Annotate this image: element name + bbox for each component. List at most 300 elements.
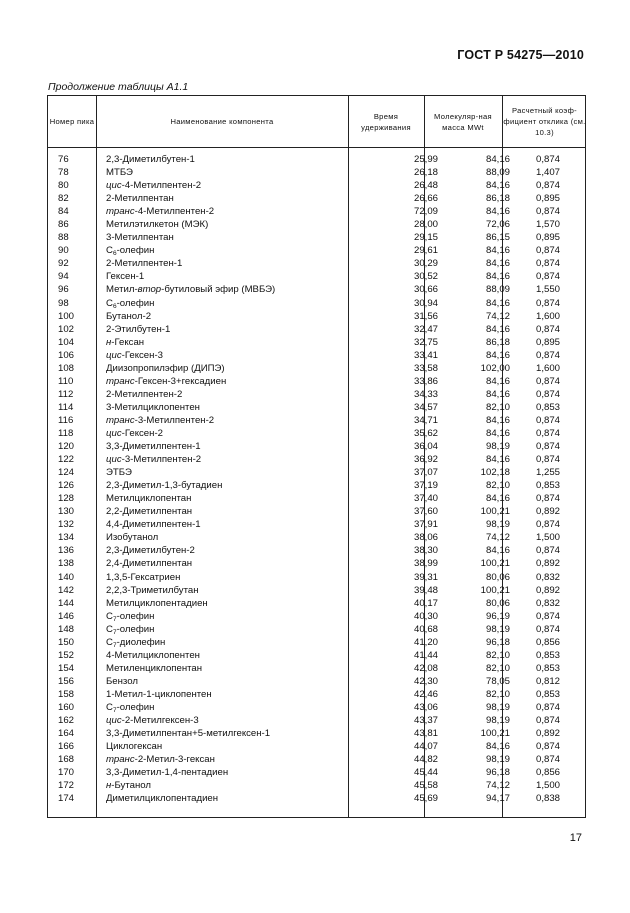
cell-num: 120 [58, 441, 75, 453]
cell-name: цис-4-Метилпентен-2 [106, 180, 202, 192]
cell-time: 37,60 [413, 506, 438, 518]
cell-time: 30,29 [413, 258, 438, 270]
table-row [48, 179, 585, 192]
cell-num: 116 [58, 414, 74, 426]
cell-time: 43,06 [413, 701, 438, 713]
cell-coef: 0,892 [535, 728, 560, 740]
cell-coef: 0,895 [535, 193, 560, 205]
cell-mass: 84,16 [485, 493, 510, 505]
cell-mass: 86,18 [485, 336, 510, 348]
cell-coef: 0,853 [535, 480, 560, 492]
table-row [48, 584, 585, 597]
cell-num: 148 [58, 623, 75, 635]
cell-mass: 74,12 [485, 780, 510, 792]
cell-mass: 84,16 [485, 388, 510, 400]
cell-coef: 1,407 [535, 167, 560, 179]
cell-coef: 0,874 [535, 701, 560, 713]
table-row [48, 388, 585, 401]
table-row [48, 453, 585, 466]
cell-num: 108 [58, 362, 75, 374]
cell-time: 32,75 [413, 336, 438, 348]
cell-num: 112 [58, 388, 74, 400]
cell-name: $С_6$-олефин [106, 245, 155, 258]
cell-name: транс-2-Метил-3-гексан [106, 754, 215, 766]
cell-mass: 84,16 [485, 741, 510, 753]
cell-coef: 0,874 [535, 623, 560, 635]
cell-num: 168 [58, 754, 75, 766]
cell-time: 34,71 [413, 414, 438, 426]
cell-coef: 0,895 [535, 336, 560, 348]
cell-name: 2-Метилпентан [106, 193, 174, 205]
cell-time: 28,00 [413, 219, 438, 231]
cell-name: цис-Гексен-2 [106, 427, 163, 439]
cell-time: 29,61 [413, 245, 438, 257]
cell-mass: 98,19 [485, 441, 510, 453]
table-row [48, 270, 585, 283]
cell-time: 30,94 [413, 297, 438, 309]
cell-time: 44,07 [413, 741, 438, 753]
cell-num: 136 [58, 545, 75, 557]
cell-coef: 0,892 [535, 584, 560, 596]
table-row [48, 531, 585, 544]
cell-num: 92 [58, 258, 69, 270]
cell-mass: 94,17 [485, 793, 510, 805]
cell-name: $С_7$-олефин [106, 701, 155, 714]
table-row [48, 479, 585, 492]
cell-name: 2,3-Диметилбутен-1 [106, 154, 195, 165]
cell-coef: 0,874 [535, 715, 560, 727]
cell-num: 80 [58, 180, 69, 192]
table-row [48, 440, 585, 453]
cell-num: 158 [58, 688, 75, 700]
table-row [48, 675, 585, 688]
cell-coef: 0,874 [535, 427, 560, 439]
cell-coef: 0,874 [535, 454, 560, 466]
cell-coef: 0,874 [535, 754, 560, 766]
cell-name: 3,3-Диметилпентен-1 [106, 441, 201, 453]
cell-mass: 102,00 [480, 362, 510, 374]
cell-coef: 0,874 [535, 180, 560, 192]
cell-time: 34,33 [413, 388, 438, 400]
cell-name: Циклогексан [106, 741, 163, 753]
cell-coef: 1,500 [535, 780, 560, 792]
cell-name: Метилциклопентан [106, 493, 192, 505]
cell-mass: 86,18 [485, 193, 510, 205]
cell-name: транс-4-Метилпентен-2 [106, 206, 215, 218]
cell-mass: 80,06 [485, 597, 510, 609]
cell-time: 36,92 [413, 454, 438, 466]
cell-name: 2,3-Диметил-1,3-бутадиен [106, 480, 223, 492]
cell-name: цис-Гексен-3 [106, 349, 163, 361]
table-row [48, 166, 585, 179]
cell-name: Диметилциклопентадиен [106, 793, 219, 805]
cell-name: 2-Метилпентен-2 [106, 388, 183, 400]
cell-mass: 84,16 [485, 323, 510, 335]
cell-name: 3,3-Диметил-1,4-пентадиен [106, 767, 229, 779]
cell-name: Метил-втор-бутиловый эфир (МВБЭ) [106, 284, 276, 296]
cell-name: 4,4-Диметилпентен-1 [106, 519, 201, 531]
table-row [48, 597, 585, 610]
cell-name: 3-Метилциклопентен [106, 401, 200, 413]
table-row [48, 714, 585, 727]
cell-num: 84 [58, 206, 69, 218]
cell-mass: 100,21 [480, 506, 510, 518]
cell-num: 90 [58, 245, 69, 257]
cell-coef: 1,600 [535, 310, 560, 322]
column-header-coef: Расчетный коэф-фициент отклика (см. 10.3) [503, 106, 586, 137]
cell-name: 2,4-Диметилпентан [106, 558, 193, 570]
cell-num: 164 [58, 728, 75, 740]
cell-num: 110 [58, 375, 74, 387]
cell-coef: 0,812 [535, 675, 560, 687]
cell-mass: 74,12 [485, 310, 510, 322]
cell-mass: 96,18 [485, 636, 510, 648]
cell-time: 37,19 [413, 480, 438, 492]
cell-time: 45,69 [413, 793, 438, 805]
cell-mass: 88,09 [485, 284, 510, 296]
cell-coef: 0,874 [535, 271, 560, 283]
cell-num: 130 [58, 506, 75, 518]
cell-num: 128 [58, 493, 75, 505]
table-row [48, 518, 585, 531]
table-row [48, 466, 585, 479]
cell-num: 172 [58, 780, 75, 792]
cell-num: 104 [58, 336, 75, 348]
page-number: 17 [569, 832, 582, 844]
cell-name: Диизопропилэфир (ДИПЭ) [106, 362, 225, 374]
cell-mass: 86,15 [485, 232, 510, 244]
cell-num: 140 [58, 571, 75, 583]
table-row [48, 414, 585, 427]
cell-mass: 82,10 [485, 688, 510, 700]
column-header-name: Наименование компонента [170, 117, 274, 126]
cell-num: 114 [58, 401, 74, 413]
cell-coef: 0,838 [535, 793, 560, 805]
cell-time: 31,56 [413, 310, 438, 322]
cell-time: 35,62 [413, 427, 438, 439]
table-row [48, 427, 585, 440]
cell-num: 82 [58, 193, 69, 205]
cell-time: 34,57 [413, 401, 438, 413]
table-row [48, 505, 585, 518]
cell-coef: 0,874 [535, 610, 560, 622]
cell-time: 38,99 [413, 558, 438, 570]
cell-name: $С_7$-олефин [106, 610, 155, 623]
cell-time: 40,17 [413, 597, 438, 609]
cell-mass: 84,16 [485, 271, 510, 283]
cell-mass: 84,16 [485, 245, 510, 257]
cell-time: 40,68 [413, 623, 438, 635]
cell-mass: 82,10 [485, 649, 510, 661]
data-table [47, 95, 586, 818]
cell-num: 144 [58, 597, 75, 609]
table-row [48, 153, 585, 166]
cell-mass: 98,19 [485, 701, 510, 713]
document-code: ГОСТ Р 54275—2010 [457, 48, 584, 62]
cell-coef: 0,892 [535, 558, 560, 570]
cell-name: транс-Гексен-3+гексадиен [106, 375, 227, 387]
cell-time: 29,15 [413, 232, 438, 244]
cell-name: 2,3-Диметилбутен-2 [106, 545, 195, 557]
cell-time: 30,66 [413, 284, 438, 296]
cell-time: 39,48 [413, 584, 438, 596]
cell-coef: 0,856 [535, 767, 560, 779]
cell-num: 138 [58, 558, 75, 570]
cell-name: 1-Метил-1-циклопентен [106, 688, 212, 700]
table-row [48, 231, 585, 244]
table-row [48, 244, 585, 257]
cell-name: $С_7$-диолефин [106, 636, 166, 649]
table-caption: Продолжение таблицы А1.1 [48, 81, 189, 93]
cell-time: 43,81 [413, 728, 438, 740]
cell-num: 96 [58, 284, 69, 296]
cell-num: 152 [58, 649, 75, 661]
cell-coef: 0,874 [535, 545, 560, 557]
column-header-mass: Молекуляр-ная масса MWt [434, 111, 492, 132]
table-row [48, 192, 585, 205]
table-row [48, 297, 585, 310]
table-row [48, 362, 585, 375]
cell-num: 88 [58, 232, 69, 244]
cell-num: 150 [58, 636, 75, 648]
cell-name: Гексен-1 [106, 271, 145, 283]
table-row [48, 688, 585, 701]
table-row [48, 283, 585, 296]
table-row [48, 766, 585, 779]
cell-coef: 1,500 [535, 532, 560, 544]
cell-num: 160 [58, 701, 75, 713]
cell-mass: 88,09 [485, 167, 510, 179]
cell-name: Метилциклопентадиен [106, 597, 208, 609]
cell-coef: 0,874 [535, 206, 560, 218]
cell-mass: 100,21 [480, 584, 510, 596]
cell-name: МТБЭ [106, 167, 133, 179]
cell-time: 33,41 [413, 349, 438, 361]
cell-name: ЭТБЭ [106, 467, 132, 479]
cell-coef: 0,856 [535, 636, 560, 648]
cell-name: цис-2-Метилгексен-3 [106, 715, 199, 727]
cell-num: 86 [58, 219, 69, 231]
cell-time: 42,08 [413, 662, 438, 674]
cell-mass: 72,06 [485, 219, 510, 231]
cell-num: 126 [58, 480, 75, 492]
cell-coef: 0,874 [535, 154, 560, 165]
table-row [48, 571, 585, 584]
cell-time: 42,46 [413, 688, 438, 700]
cell-mass: 84,16 [485, 258, 510, 270]
cell-mass: 84,16 [485, 427, 510, 439]
cell-time: 26,18 [413, 167, 438, 179]
cell-mass: 84,16 [485, 297, 510, 309]
cell-time: 26,48 [413, 180, 438, 192]
cell-coef: 0,874 [535, 323, 560, 335]
table-row [48, 257, 585, 270]
column-header-time: Время удерживания [361, 111, 411, 132]
cell-name: 4-Метилциклопентен [106, 649, 200, 661]
cell-num: 122 [58, 454, 75, 466]
cell-num: 170 [58, 767, 75, 779]
cell-num: 162 [58, 715, 75, 727]
cell-time: 32,47 [413, 323, 438, 335]
table-body [48, 153, 585, 805]
cell-mass: 98,19 [485, 519, 510, 531]
cell-mass: 102,18 [480, 467, 510, 479]
cell-num: 156 [58, 675, 75, 687]
cell-coef: 0,874 [535, 741, 560, 753]
table-row [48, 492, 585, 505]
cell-name: цис-3-Метилпентен-2 [106, 454, 202, 466]
table-row [48, 544, 585, 557]
cell-num: 94 [58, 271, 69, 283]
cell-coef: 0,853 [535, 649, 560, 661]
table-row [48, 779, 585, 792]
cell-time: 42,30 [413, 675, 438, 687]
cell-time: 38,30 [413, 545, 438, 557]
cell-coef: 0,853 [535, 401, 560, 413]
table-row [48, 401, 585, 414]
cell-coef: 1,255 [535, 467, 560, 479]
table-row [48, 649, 585, 662]
cell-mass: 96,18 [485, 767, 510, 779]
cell-num: 134 [58, 532, 75, 544]
cell-name: 2-Метилпентен-1 [106, 258, 183, 270]
cell-num: 106 [58, 349, 75, 361]
cell-num: 124 [58, 467, 75, 479]
cell-name: $С_7$-олефин [106, 623, 155, 636]
cell-time: 39,31 [413, 571, 438, 583]
table-row [48, 557, 585, 570]
table-row [48, 323, 585, 336]
cell-coef: 0,853 [535, 662, 560, 674]
cell-name: 2-Этилбутен-1 [106, 323, 171, 335]
table-row [48, 701, 585, 714]
cell-mass: 84,16 [485, 180, 510, 192]
cell-coef: 0,874 [535, 388, 560, 400]
table-row [48, 792, 585, 805]
cell-mass: 84,16 [485, 454, 510, 466]
cell-num: 100 [58, 310, 75, 322]
cell-mass: 100,21 [480, 558, 510, 570]
cell-coef: 1,570 [535, 219, 560, 231]
table-row [48, 349, 585, 362]
cell-time: 41,44 [413, 649, 438, 661]
cell-time: 36,04 [413, 441, 438, 453]
cell-coef: 0,832 [535, 571, 560, 583]
cell-coef: 0,853 [535, 688, 560, 700]
cell-time: 44,82 [413, 754, 438, 766]
cell-name: Метиленциклопентан [106, 662, 203, 674]
cell-num: 146 [58, 610, 75, 622]
cell-mass: 82,10 [485, 662, 510, 674]
cell-mass: 82,10 [485, 480, 510, 492]
cell-coef: 0,895 [535, 232, 560, 244]
cell-name: транс-3-Метилпентен-2 [106, 414, 215, 426]
table-row [48, 218, 585, 231]
cell-mass: 80,06 [485, 571, 510, 583]
cell-mass: 84,16 [485, 154, 510, 165]
cell-name: Бутанол-2 [106, 310, 152, 322]
cell-name: 3,3-Диметилпентан+5-метилгексен-1 [106, 728, 271, 740]
cell-coef: 0,892 [535, 506, 560, 518]
table-row [48, 662, 585, 675]
table-row [48, 727, 585, 740]
cell-name: н-Гексан [106, 336, 145, 348]
cell-time: 38,06 [413, 532, 438, 544]
cell-num: 78 [58, 167, 69, 179]
table-row [48, 375, 585, 388]
cell-num: 154 [58, 662, 75, 674]
cell-time: 43,37 [413, 715, 438, 727]
cell-mass: 100,21 [480, 728, 510, 740]
cell-mass: 84,16 [485, 545, 510, 557]
cell-time: 40,30 [413, 610, 438, 622]
cell-mass: 84,16 [485, 206, 510, 218]
cell-num: 98 [58, 297, 69, 309]
table-row [48, 740, 585, 753]
cell-time: 45,44 [413, 767, 438, 779]
table-row [48, 610, 585, 623]
cell-name: 1,3,5-Гексатриен [106, 571, 181, 583]
cell-mass: 98,19 [485, 754, 510, 766]
cell-time: 26,66 [413, 193, 438, 205]
column-header-num: Номер пика [49, 117, 95, 126]
cell-coef: 0,832 [535, 597, 560, 609]
cell-time: 45,58 [413, 780, 438, 792]
cell-time: 33,58 [413, 362, 438, 374]
cell-name: Метилэтилкетон (МЭК) [106, 219, 209, 231]
cell-time: 41,20 [413, 636, 438, 648]
cell-time: 33,86 [413, 375, 438, 387]
cell-mass: 84,16 [485, 414, 510, 426]
cell-mass: 98,19 [485, 623, 510, 635]
cell-mass: 84,16 [485, 349, 510, 361]
cell-name: н-Бутанол [106, 780, 152, 792]
cell-coef: 1,550 [535, 284, 560, 296]
cell-mass: 78,05 [485, 675, 510, 687]
cell-num: 102 [58, 323, 75, 335]
cell-time: 37,40 [413, 493, 438, 505]
cell-mass: 96,19 [485, 610, 510, 622]
cell-mass: 74,12 [485, 532, 510, 544]
cell-name: 2,2-Диметилпентан [106, 506, 193, 518]
cell-name: Бензол [106, 675, 138, 687]
cell-coef: 1,600 [535, 362, 560, 374]
cell-coef: 0,874 [535, 297, 560, 309]
table-row [48, 310, 585, 323]
cell-coef: 0,874 [535, 519, 560, 531]
table-row [48, 753, 585, 766]
cell-coef: 0,874 [535, 349, 560, 361]
table-header [48, 96, 585, 148]
cell-name: $С_6$-олефин [106, 297, 155, 310]
table-row [48, 623, 585, 636]
cell-time: 37,91 [413, 519, 438, 531]
cell-time: 72,09 [413, 206, 438, 218]
cell-coef: 0,874 [535, 441, 560, 453]
cell-coef: 0,874 [535, 493, 560, 505]
cell-num: 118 [58, 427, 74, 439]
cell-mass: 84,16 [485, 375, 510, 387]
cell-coef: 0,874 [535, 258, 560, 270]
table-row [48, 205, 585, 218]
cell-num: 166 [58, 741, 75, 753]
cell-num: 142 [58, 584, 75, 596]
cell-num: 76 [58, 154, 69, 165]
table-row [48, 636, 585, 649]
cell-name: Изобутанол [106, 532, 159, 544]
cell-num: 174 [58, 793, 75, 805]
cell-time: 25,99 [413, 154, 438, 165]
